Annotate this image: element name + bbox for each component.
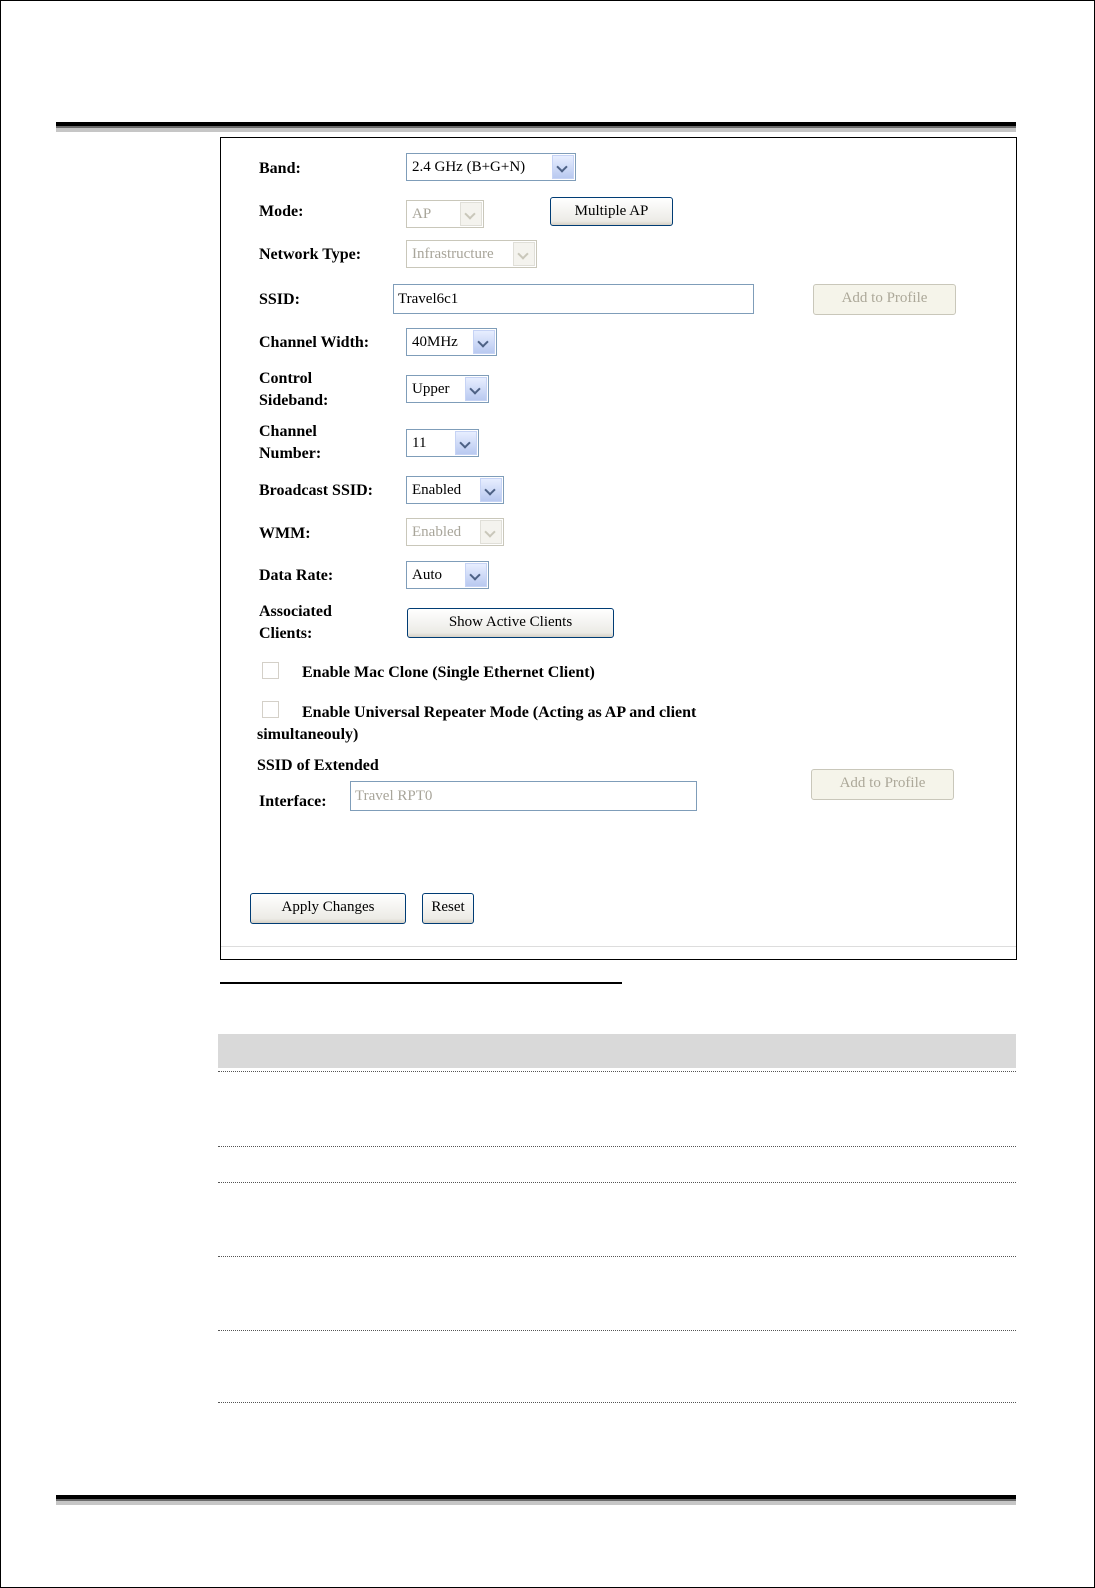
data-rate-value: Auto	[412, 567, 442, 583]
chevron-down-icon	[480, 478, 502, 502]
extended-ssid-label-line2: Interface:	[259, 793, 327, 810]
wmm-select	[406, 518, 504, 546]
control-sideband-value: Upper	[412, 381, 450, 397]
control-sideband-label-line1: Control	[259, 370, 313, 387]
channel-width-value: 40MHz	[412, 334, 458, 350]
table-rule	[218, 1330, 1016, 1331]
mac-clone-checkbox[interactable]	[262, 662, 279, 679]
channel-number-label-line1: Channel	[259, 423, 317, 440]
wmm-label: WMM:	[259, 525, 311, 542]
apply-changes-button[interactable]: Apply Changes	[250, 893, 406, 924]
mode-label: Mode:	[259, 203, 304, 220]
band-select[interactable]	[406, 153, 576, 181]
ssid-label: SSID:	[259, 291, 300, 308]
associated-clients-label-line2: Clients:	[259, 625, 313, 642]
ssid-input[interactable]: Travel6c1	[393, 284, 754, 314]
chevron-down-icon	[465, 377, 487, 401]
band-label: Band:	[259, 160, 301, 177]
reset-button[interactable]: Reset	[422, 893, 474, 924]
screenshot-bottom-line	[221, 946, 1016, 947]
associated-clients-label-line1: Associated	[259, 603, 332, 620]
wireless-settings-screenshot	[220, 137, 1017, 960]
extended-add-to-profile-button: Add to Profile	[811, 769, 954, 800]
extended-ssid-input: Travel RPT0	[350, 781, 697, 811]
table-rule	[218, 1402, 1016, 1403]
data-rate-label: Data Rate:	[259, 567, 334, 584]
universal-repeater-label-line1: Enable Universal Repeater Mode (Acting as AP and client	[302, 704, 697, 721]
table-rule	[218, 1256, 1016, 1257]
universal-repeater-checkbox[interactable]	[262, 701, 279, 718]
broadcast-ssid-value: Enabled	[412, 482, 462, 498]
channel-number-label-line2: Number:	[259, 445, 322, 462]
extended-ssid-label-line1: SSID of Extended	[257, 757, 379, 774]
table-rule	[218, 1182, 1016, 1183]
chevron-down-icon	[513, 242, 535, 266]
network-type-label: Network Type:	[259, 246, 362, 263]
table-rule	[218, 1146, 1016, 1147]
caption-underline	[220, 982, 622, 984]
chevron-down-icon	[552, 155, 574, 179]
table-header	[218, 1034, 1016, 1068]
broadcast-ssid-label: Broadcast SSID:	[259, 482, 373, 499]
channel-width-label: Channel Width:	[259, 334, 370, 351]
chevron-down-icon	[480, 520, 502, 544]
mode-select	[406, 200, 484, 228]
channel-number-value: 11	[412, 435, 427, 451]
mac-clone-label: Enable Mac Clone (Single Ethernet Client)	[302, 664, 595, 681]
chevron-down-icon	[465, 563, 487, 587]
control-sideband-label-line2: Sideband:	[259, 392, 329, 409]
control-sideband-select[interactable]	[406, 375, 489, 403]
broadcast-ssid-select[interactable]	[406, 476, 504, 504]
chevron-down-icon	[455, 431, 477, 455]
band-value: 2.4 GHz (B+G+N)	[412, 159, 526, 175]
footer-rule	[56, 1495, 1016, 1505]
show-active-clients-button[interactable]: Show Active Clients	[407, 608, 614, 638]
header-rule	[56, 122, 1016, 132]
mode-value: AP	[412, 206, 432, 222]
control-sideband-label	[259, 368, 328, 412]
ssid-add-to-profile-button: Add to Profile	[813, 284, 956, 315]
wmm-value: Enabled	[412, 524, 462, 540]
network-type-value: Infrastructure	[412, 246, 494, 262]
data-rate-select[interactable]	[406, 561, 489, 589]
channel-width-select[interactable]	[406, 328, 497, 356]
table-rule	[218, 1071, 1016, 1072]
channel-number-label	[259, 421, 321, 465]
chevron-down-icon	[460, 202, 482, 226]
associated-clients-label	[259, 601, 332, 645]
universal-repeater-label-line2: simultaneouly)	[257, 726, 359, 743]
multiple-ap-button[interactable]: Multiple AP	[550, 197, 673, 226]
network-type-select	[406, 240, 537, 268]
chevron-down-icon	[473, 330, 495, 354]
channel-number-select[interactable]	[406, 429, 479, 457]
